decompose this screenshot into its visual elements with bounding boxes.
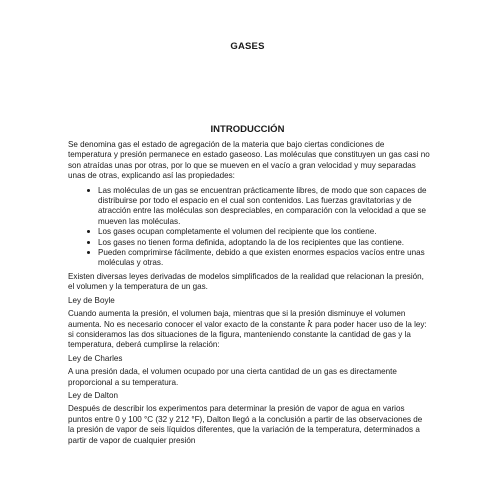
list-item-text: Los gases ocupan completamente el volumen del recipiente que los contiene.: [98, 227, 377, 237]
dalton-heading: Ley de Dalton: [68, 390, 118, 400]
list-item-text: Las moléculas de un gas se encuentran prácticamente libres, de modo que son capaces de distribuirse por todo el espacio en el cual son contenidos. Las fuerzas gravitatorias y de atracción entre las moléculas son despreciables, en comparación con la velocidad a que se mueven las moléculas.: [98, 185, 427, 226]
boyle-text-end: para poder hacer uso de la ley: si consideramos las dos situaciones de la figura, manteniendo constante la cantidad de gas y la temperatura, deberá cumplirse la relación:: [68, 319, 427, 350]
list-item: [68, 186, 430, 228]
intro-paragraph: Se denomina gas el estado de agregación de la materia que bajo ciertas condiciones de temperatura y presión permanece en estado gaseoso. Las moléculas que constituyen un gas casi no son atraídas unas por otras, por lo que se mueven en el vacío a gran velocidad y muy separadas unas de otras, explicando así las propiedades:: [68, 140, 430, 181]
list-item: [68, 238, 430, 248]
boyle-paragraph: [68, 309, 430, 351]
list-item-text: Pueden comprimirse fácilmente, debido a que existen enormes espacios vacíos entre unas moléculas y otras.: [98, 248, 425, 268]
document-title: GASES: [230, 41, 265, 52]
bullet-icon: [87, 241, 90, 244]
document-body: [68, 140, 430, 446]
bullet-icon: [87, 230, 90, 233]
charles-heading: Ley de Charles: [68, 353, 123, 363]
boyle-heading: Ley de Boyle: [68, 295, 115, 305]
bullet-icon: [87, 251, 90, 254]
properties-list: [68, 186, 430, 269]
boyle-text-start: Cuando aumenta la presión, el volumen baja, mientras que si la presión disminuye el volumen aumenta. No es necesario conocer el valor exacto de la constante: [68, 309, 406, 329]
bullet-icon: [87, 189, 90, 192]
list-item: [68, 248, 430, 269]
dalton-paragraph: Después de describir los experimentos para determinar la presión de vapor de agua en varios puntos entre 0 y 100 °C (32 y 212 °F), Dalton llegó a la conclusión a partir de las observaciones de la presión de vapor de seis líquidos diferentes, que la variación de la temperatura, determinados a partir de vapor de cualquier presión: [68, 404, 423, 445]
laws-intro-paragraph: Existen diversas leyes derivadas de modelos simplificados de la realidad que relacionan la presión, el volumen y la temperatura de un gas.: [68, 271, 424, 292]
constant-k: k: [307, 319, 313, 330]
charles-paragraph: A una presión dada, el volumen ocupado por una cierta cantidad de un gas es directamente proporcional a su temperatura.: [68, 367, 397, 387]
section-title: INTRODUCCIÓN: [210, 124, 285, 135]
list-item-text: Los gases no tienen forma definida, adoptando la de los recipientes que las contiene.: [98, 237, 404, 247]
list-item: [68, 227, 430, 237]
